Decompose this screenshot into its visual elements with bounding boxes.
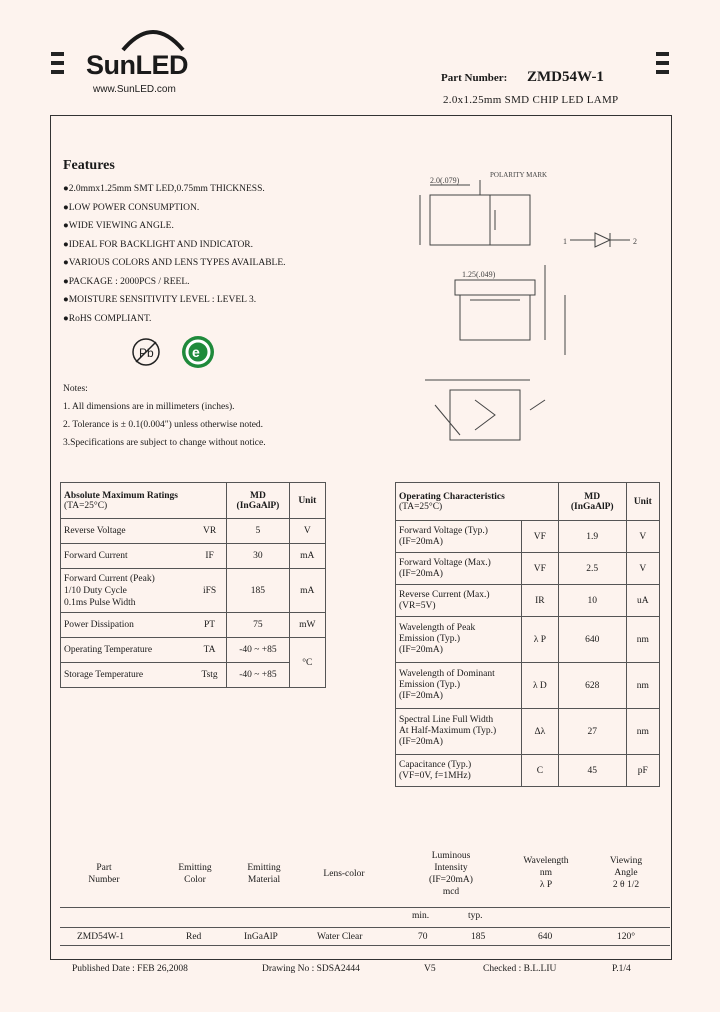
abs-row-name-line: 1/10 Duty Cycle [64, 585, 127, 596]
svg-text:Pb: Pb [139, 346, 154, 360]
abs-row-name: Forward Current [61, 544, 193, 569]
dim-side: 1.25(.049) [462, 270, 496, 279]
op-row-name [396, 709, 522, 755]
op-row-sym: VF [521, 553, 558, 585]
features-list [63, 180, 286, 328]
abs-col-unit: Unit [289, 483, 325, 519]
abs-row-unit: mA [289, 569, 325, 613]
abs-row-name [61, 569, 193, 613]
sun-arc-icon [118, 22, 188, 52]
table-row [396, 617, 660, 663]
table-row [61, 569, 326, 613]
op-row-unit: nm [626, 617, 659, 663]
op-col-md-sub: (InGaAlP) [570, 501, 614, 512]
abs-row-sym: iFS [193, 569, 227, 613]
abs-row-sym: VR [193, 519, 227, 544]
op-row-val: 1.9 [558, 521, 626, 553]
sel-head-line: λ P [539, 880, 553, 890]
op-row-line: (IF=20mA) [399, 568, 443, 579]
sel-lens: Water Clear [317, 932, 363, 942]
op-row-line: Wavelength of Peak [399, 623, 476, 633]
abs-row-name-line: Forward Current (Peak) [64, 573, 155, 584]
table-row [61, 613, 326, 638]
feature-item: ●MOISTURE SENSITIVITY LEVEL : LEVEL 3. [63, 295, 257, 305]
table-row [396, 521, 660, 553]
sel-material: InGaAlP [244, 932, 278, 942]
op-row-name [396, 585, 522, 617]
op-row-line: Capacitance (Typ.) [399, 759, 472, 770]
sel-divider [60, 945, 670, 946]
sel-part: ZMD54W-1 [77, 932, 124, 942]
features-section [63, 158, 115, 174]
note-item: 1. All dimensions are in millimeters (inches). [63, 402, 235, 412]
footer-page: P.1/4 [612, 964, 631, 974]
op-row-sym: IR [521, 585, 558, 617]
op-row-unit: nm [626, 709, 659, 755]
op-row-sym: Δλ [521, 709, 558, 755]
sel-divider [60, 907, 670, 908]
brand-logo: SunLED [86, 50, 188, 80]
op-row-val: 10 [558, 585, 626, 617]
abs-row-sym: PT [193, 613, 227, 638]
dim-top: 2.0(.079) [430, 176, 460, 185]
sel-typ: 185 [471, 932, 486, 942]
op-row-line: (IF=20mA) [399, 536, 443, 547]
abs-row-sym: TA [193, 638, 227, 663]
op-row-unit: V [626, 521, 659, 553]
sel-typ-label: typ. [468, 911, 483, 921]
table-row [396, 755, 660, 787]
op-col-unit: Unit [626, 483, 659, 521]
sel-wavelength: 640 [538, 932, 553, 942]
part-number-value: ZMD54W-1 [527, 69, 604, 85]
sel-head-luminous [414, 850, 488, 898]
abs-row-name: Power Dissipation [61, 613, 193, 638]
op-row-name [396, 521, 522, 553]
op-head [396, 483, 522, 521]
op-row-line: Wavelength of Dominant [399, 669, 495, 679]
op-row-val: 27 [558, 709, 626, 755]
sel-head-part [72, 862, 136, 886]
sel-head-line: mcd [442, 887, 460, 897]
abs-row-name-line: 0.1ms Pulse Width [64, 597, 136, 608]
sel-head-lens: Lens-color [323, 869, 365, 879]
op-row-sym: VF [521, 521, 558, 553]
abs-row-val: 30 [227, 544, 289, 569]
abs-row-val: 185 [227, 569, 289, 613]
sel-head-wavelength [514, 855, 578, 891]
op-row-line: Emission (Typ.) [399, 634, 461, 644]
feature-item: ●2.0mmx1.25mm SMT LED,0.75mm THICKNESS. [63, 184, 265, 194]
abs-row-sym: Tstg [193, 663, 227, 688]
anode-label: 2 [633, 237, 637, 246]
footer-checked: Checked : B.L.LIU [483, 964, 557, 974]
op-row-sym: λ P [521, 617, 558, 663]
sel-head-line: Part [96, 863, 112, 873]
sel-divider [60, 927, 670, 928]
op-row-unit: nm [626, 663, 659, 709]
op-row-val: 628 [558, 663, 626, 709]
feature-item: ●VARIOUS COLORS AND LENS TYPES AVAILABLE. [63, 258, 286, 268]
pb-free-icon [130, 336, 162, 368]
op-row-line: (VR=5V) [399, 600, 436, 611]
op-row-line: Emission (Typ.) [399, 680, 461, 690]
op-row-line: Forward Voltage (Max.) [399, 557, 491, 568]
op-row-unit: pF [626, 755, 659, 787]
op-col-md [558, 483, 626, 521]
table-row [61, 663, 326, 688]
op-char-table [395, 482, 660, 787]
sel-head-line: Material [247, 875, 281, 885]
abs-row-unit: °C [289, 638, 325, 688]
op-row-line: Spectral Line Full Width [399, 715, 494, 725]
eco-recycle-icon [180, 334, 216, 370]
abs-row-name: Reverse Voltage [61, 519, 193, 544]
abs-col-md [227, 483, 289, 519]
sel-head-line: 2 θ 1/2 [612, 880, 640, 890]
op-row-name [396, 617, 522, 663]
note-item: 2. Tolerance is ± 0.1(0.004") unless otherwise noted. [63, 420, 264, 430]
note-item: 3.Specifications are subject to change without notice. [63, 438, 266, 448]
sel-angle: 120° [617, 932, 636, 942]
left-bar-mark [51, 52, 64, 79]
feature-item: ●PACKAGE : 2000PCS / REEL. [63, 276, 190, 287]
op-row-name [396, 553, 522, 585]
table-row [396, 663, 660, 709]
abs-row-name: Operating Temperature [61, 638, 193, 663]
op-row-val: 2.5 [558, 553, 626, 585]
abs-head [61, 483, 193, 519]
abs-row-sym: IF [193, 544, 227, 569]
sel-head-line: Emitting [178, 863, 212, 873]
sel-head-line: Luminous [431, 851, 471, 861]
table-row [396, 709, 660, 755]
abs-row-unit: V [289, 519, 325, 544]
abs-row-val: 5 [227, 519, 289, 544]
op-col-md-label: MD [584, 491, 601, 502]
op-row-line: (IF=20mA) [399, 645, 443, 655]
abs-row-unit: mW [289, 613, 325, 638]
abs-head-title: Absolute Maximum Ratings [64, 490, 179, 501]
cathode-label: 1 [563, 237, 567, 246]
sel-head-line: Emitting [247, 863, 281, 873]
op-head-title: Operating Characteristics [399, 491, 505, 502]
notes-title: Notes: [63, 384, 88, 394]
op-row-sym: λ D [521, 663, 558, 709]
sel-head-line: Wavelength [523, 856, 569, 866]
features-title: Features [63, 158, 115, 173]
op-row-val: 45 [558, 755, 626, 787]
op-row-line: (VF=0V, f=1MHz) [399, 770, 471, 781]
op-row-line: (IF=20mA) [399, 691, 443, 701]
abs-row-val: 75 [227, 613, 289, 638]
sel-min-label: min. [412, 911, 430, 921]
op-row-name [396, 663, 522, 709]
table-row [61, 544, 326, 569]
sel-head-line: Viewing [609, 856, 643, 866]
op-row-val: 640 [558, 617, 626, 663]
abs-row-name: Storage Temperature [61, 663, 193, 688]
sel-head-angle [596, 855, 656, 891]
op-row-unit: V [626, 553, 659, 585]
feature-item: ●RoHS COMPLIANT. [63, 313, 152, 324]
op-head-sub: (TA=25°C) [399, 501, 443, 512]
sel-head-color [164, 862, 226, 886]
op-row-unit: uA [626, 585, 659, 617]
footer-drawing: Drawing No : SDSA2444 [262, 964, 360, 974]
brand-url: www.SunLED.com [93, 84, 176, 95]
feature-item: ●IDEAL FOR BACKLIGHT AND INDICATOR. [63, 239, 254, 250]
op-row-sym: C [521, 755, 558, 787]
part-number-label: Part Number: [441, 72, 508, 84]
abs-row-unit: mA [289, 544, 325, 569]
right-bar-mark [656, 52, 669, 79]
sel-head-line: nm [539, 868, 553, 878]
op-row-line: (IF=20mA) [399, 737, 443, 747]
table-row [61, 519, 326, 544]
package-drawing [400, 165, 650, 445]
abs-max-table [60, 482, 326, 688]
sel-head-line: Intensity [434, 863, 468, 873]
table-row [396, 585, 660, 617]
abs-row-val: -40 ~ +85 [227, 638, 289, 663]
feature-item: ●LOW POWER CONSUMPTION. [63, 202, 200, 213]
sel-color: Red [186, 932, 202, 942]
feature-item: ●WIDE VIEWING ANGLE. [63, 221, 174, 231]
sel-head-material [234, 862, 294, 886]
sel-head-line: Number [88, 875, 120, 885]
abs-head-sub: (TA=25°C) [64, 500, 108, 511]
op-row-name [396, 755, 522, 787]
svg-text:e: e [192, 344, 200, 360]
op-row-line: Forward Voltage (Typ.) [399, 525, 488, 536]
notes-section [63, 380, 266, 452]
op-row-line: At Half-Maximum (Typ.) [399, 726, 497, 736]
sel-min: 70 [418, 932, 428, 942]
sel-head-line: (IF=20mA) [429, 875, 473, 885]
op-row-line: Reverse Current (Max.) [399, 589, 490, 600]
part-description: 2.0x1.25mm SMD CHIP LED LAMP [443, 94, 619, 106]
footer-published: Published Date : FEB 26,2008 [72, 964, 188, 974]
sel-head-line: Color [184, 875, 206, 885]
abs-col-md-label: MD [250, 490, 266, 501]
footer-version: V5 [424, 964, 436, 974]
polarity-mark: POLARITY MARK [490, 171, 548, 179]
abs-col-md-sub: (InGaAlP) [236, 500, 280, 511]
abs-row-val: -40 ~ +85 [227, 663, 289, 688]
sel-head-line: Angle [614, 868, 638, 878]
table-row [396, 553, 660, 585]
table-row [61, 638, 326, 663]
